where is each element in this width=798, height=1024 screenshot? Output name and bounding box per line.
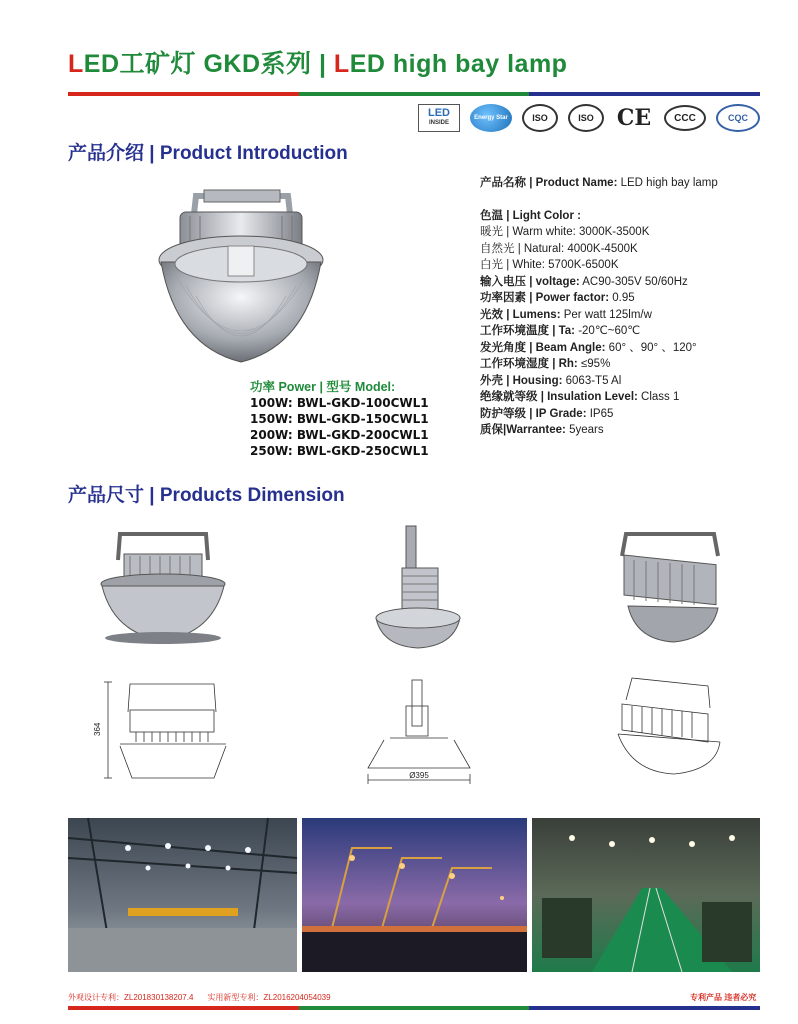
spec-lumens: 光效 | Lumens: Per watt 125lm/w	[480, 308, 652, 321]
title-english: ED high bay lamp	[349, 50, 568, 78]
certification-logos	[418, 103, 760, 133]
spec-white: 白光 | White: 5700K-6500K	[480, 259, 619, 271]
led-inside-logo: LED INSIDE	[418, 104, 460, 132]
ce-logo: CE	[616, 105, 652, 131]
spec-beam-angle: 发光角度 | Beam Angle: 60° 、90° 、120°	[480, 341, 697, 354]
title-chinese: ED工矿灯 GKD系列	[83, 50, 319, 78]
model-heading: 功率 Power | 型号 Model:	[250, 380, 396, 394]
patent-numbers	[68, 992, 345, 1003]
section-products-dimension: 产品尺寸 | Products Dimension	[68, 485, 345, 506]
utility-patent: 实用新型专利：ZL2016204054039	[207, 993, 331, 1002]
model-150w: 150W: BWL-GKD-150CWL1	[250, 412, 429, 426]
model-200w: 200W: BWL-GKD-200CWL1	[250, 428, 429, 442]
header-color-bar	[68, 92, 760, 96]
title-led-letter: L	[68, 50, 84, 78]
patent-notice: 专利产品 违者必究	[690, 993, 757, 1002]
lamp-photo-side	[372, 522, 464, 650]
cqc-logo: CQC	[716, 104, 760, 132]
model-250w: 250W: BWL-GKD-250CWL1	[250, 444, 429, 458]
dimension-drawing-height	[94, 676, 234, 784]
warehouse-photo	[68, 818, 297, 972]
footer-color-bar	[68, 1006, 760, 1010]
dimension-drawing-diameter	[360, 676, 478, 786]
lamp-photo-angle	[614, 528, 726, 644]
port-night-photo	[302, 818, 527, 972]
energy-star-logo: Energy Star	[470, 104, 512, 132]
spec-voltage: 输入电压 | voltage: AC90-305V 50/60Hz	[480, 275, 688, 288]
spec-light-color: 色温 | Light Color :	[480, 209, 581, 222]
power-model-list	[250, 379, 429, 459]
title-separator: |	[318, 50, 334, 78]
spec-power-factor: 功率因素 | Power factor: 0.95	[480, 292, 635, 304]
spec-humidity: 工作环境湿度 | Rh: ≤95%	[480, 358, 611, 370]
spec-product-name: 产品名称 | Product Name: LED high bay lamp	[480, 177, 718, 189]
diameter-label: Ø395	[409, 771, 429, 780]
model-100w: 100W: BWL-GKD-100CWL1	[250, 396, 429, 410]
iso-9001-logo: ISO	[522, 104, 558, 132]
spec-warm-white: 暖光 | Warm white: 3000K-3500K	[480, 226, 650, 238]
factory-floor-photo	[532, 818, 760, 972]
lamp-photo-front	[100, 524, 226, 646]
iso-14001-logo: ISO	[568, 104, 604, 132]
spec-ip-grade: 防护等级 | IP Grade: IP65	[480, 407, 614, 420]
spec-housing: 外壳 | Housing: 6063-T5 Al	[480, 374, 622, 387]
spec-natural: 自然光 | Natural: 4000K-4500K	[480, 242, 638, 255]
section-product-introduction: 产品介绍 | Product Introduction	[68, 143, 348, 164]
page-title	[68, 44, 567, 80]
spec-insulation: 绝缘就等级 | Insulation Level: Class 1	[480, 391, 680, 403]
design-patent: 外观设计专利：ZL201830138207.4	[68, 993, 194, 1002]
height-label: 364	[93, 722, 102, 736]
high-bay-lamp-image	[156, 186, 326, 374]
title-led-letter-en: L	[333, 50, 350, 78]
dimension-drawing-isometric	[612, 672, 724, 776]
spec-list	[480, 175, 718, 439]
spec-warranty: 质保|Warrantee: 5years	[480, 424, 604, 436]
spec-temperature: 工作环境温度 | Ta: -20℃~60℃	[480, 325, 641, 337]
ccc-logo: CCC	[664, 105, 706, 131]
